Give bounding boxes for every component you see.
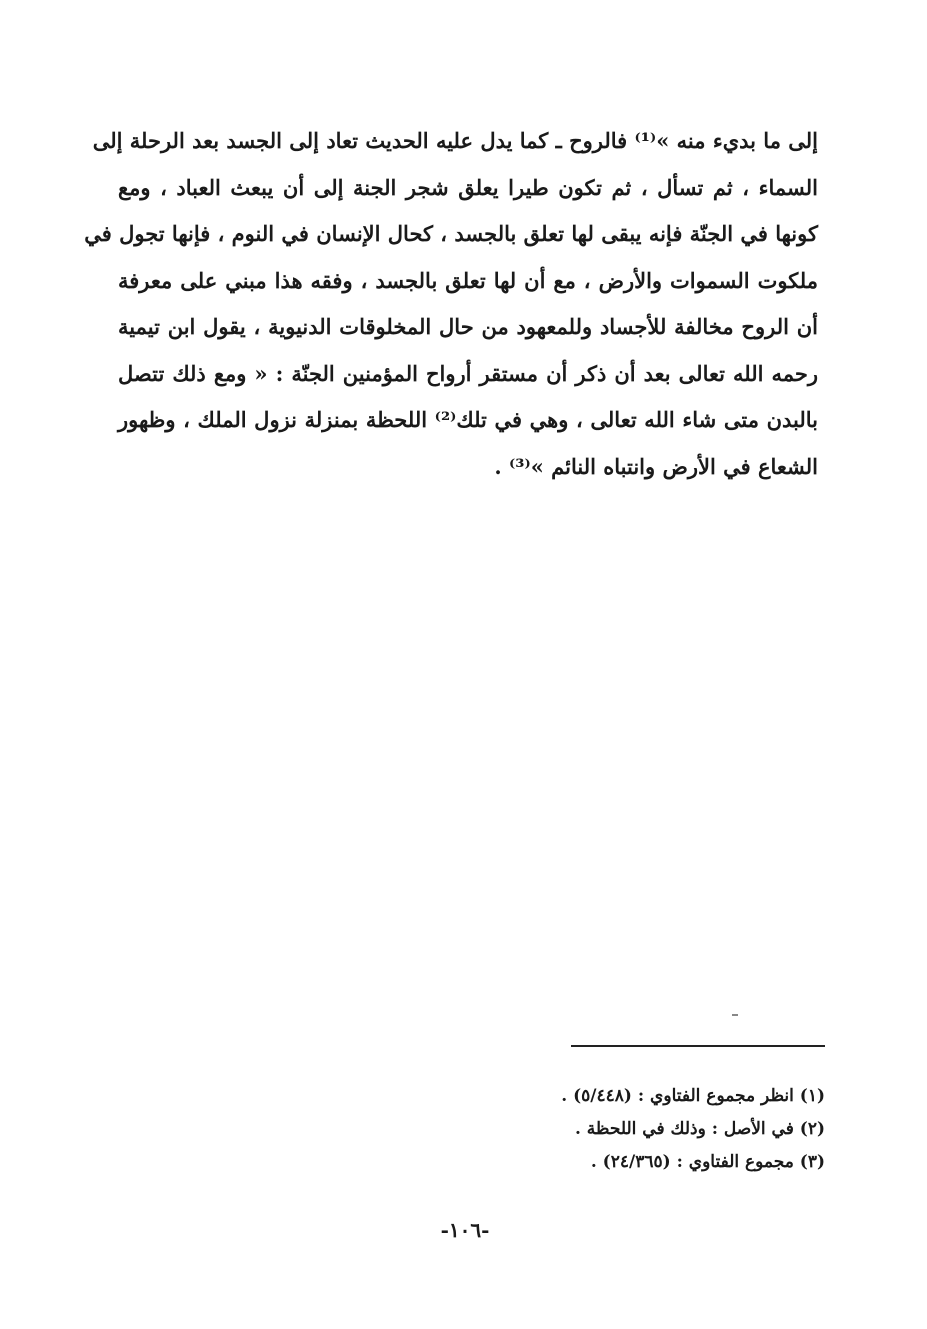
text-line-2: السماء ، ثم تسأل ، ثم تكون طيرا يعلق شجر الجنة إلى أن يبعث العباد ، ومع [118, 174, 818, 200]
footnote-2: (٢) في الأصل : وذلك في اللحظة . [574, 1119, 825, 1139]
footnotes-block [420, 1080, 825, 1179]
text-line-8: الشعاع في الأرض وانتباه النائم »⁽³⁾ . [494, 453, 818, 479]
text-line-1: إلى ما بديء منه »⁽¹⁾ فالروح ـ كما يدل عليه الحديث تعاد إلى الجسد بعد الرحلة إلى [92, 128, 818, 153]
text-line-6: رحمه الله تعالى بعد أن ذكر أن مستقر أرواح المؤمنين الجنّة : « ومع ذلك تتصل [118, 360, 818, 386]
text-line-7: بالبدن متى شاء الله تعالى ، وهي في تلك⁽²⁾ اللحظة بمنزلة نزول الملك ، وظهور [118, 407, 818, 432]
footnote-3: (٣) مجموع الفتاوي : (٢٤/٣٦٥) . [590, 1152, 825, 1172]
scan-speck [732, 1014, 738, 1016]
text-line-5: أن الروح مخالفة للأجساد وللمعهود من حال المخلوقات الدنيوية ، يقول ابن تيمية [118, 314, 818, 339]
main-text-block [84, 118, 818, 490]
text-line-3: كونها في الجنّة فإنه يبقى لها تعلق بالجسد ، كحال الإنسان في النوم ، فإنها تجول في [84, 221, 818, 246]
text-line-4: ملكوت السموات والأرض ، مع أن لها تعلق بالجسد ، وفقه هذا مبني على معرفة [118, 267, 818, 293]
footnote-1: (١) انظر مجموع الفتاوي : (٥/٤٤٨) . [561, 1086, 825, 1106]
footnote-divider [571, 1045, 825, 1047]
page-number: -١٠٦- [440, 1218, 490, 1242]
